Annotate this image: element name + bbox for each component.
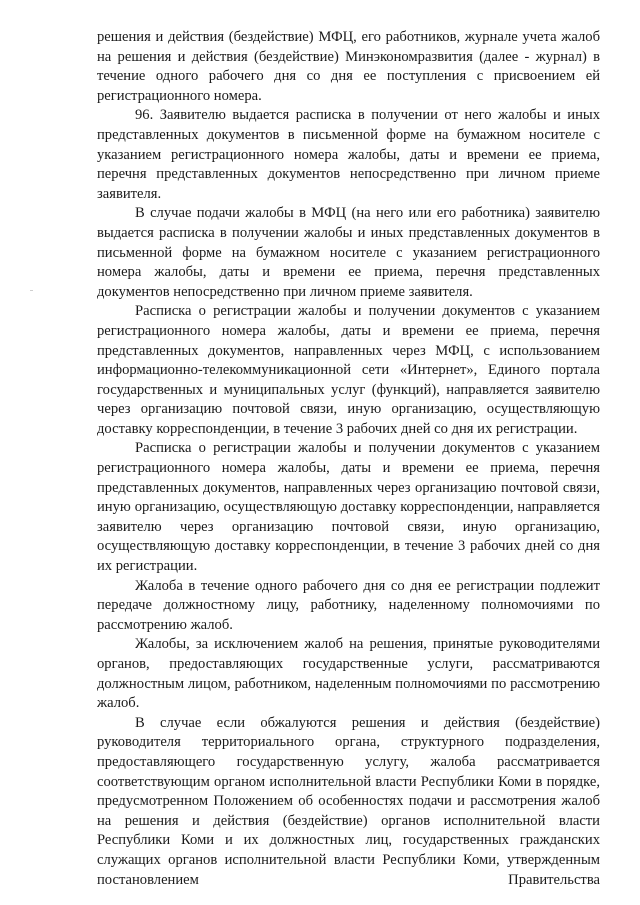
paragraph-96: 96. Заявителю выдается расписка в получении от него жалобы и иных представленных документов в письменной форме на бумажном носителе с указанием регистрационного номера жалобы, даты и времени ее приема, перечня представленных документов непосредственно при личном приеме заявителя. <box>97 107 600 202</box>
paragraph-mfc-complaint: В случае подачи жалобы в МФЦ (на него или его работника) заявителю выдается расписка в получении жалобы и иных представленных документов в письменной форме на бумажном носителе с указанием регистрационного номера жалобы, даты и времени ее приема, перечня представленных документов непосредственно при личном приеме заявителя. <box>97 205 600 300</box>
paragraph-review: Жалобы, за исключением жалоб на решения, принятые руководителями органов, предоставляющих государственные услуги, рассматриваются должностным лицом, работником, наделенным полномочиями по рассмотрению жалоб. <box>97 636 600 712</box>
paragraph-receipt-mfc: Расписка о регистрации жалобы и получении документов с указанием регистрационного номера жалобы, даты и времени ее приема, перечня представленных документов, направленных через МФЦ, с использованием информационно-телекоммуникационной сети «Интернет», Единого портала государственных и муниципальных услуг (функций), направляется заявителю через организацию почтовой связи, иную организацию, осуществляющую доставку корреспонденции, в течение 3 рабочих дней со дня их регистрации. <box>97 303 600 437</box>
paragraph-transfer: Жалоба в течение одного рабочего дня со дня ее регистрации подлежит передаче должностному лицу, работнику, наделенному полномочиями по рассмотрению жалоб. <box>97 577 600 633</box>
margin-mark <box>30 290 33 291</box>
paragraph-receipt-post: Расписка о регистрации жалобы и получении документов с указанием регистрационного номера жалобы, даты и времени ее приема, перечня представленных документов, направленных через организацию почтовой связи, иную организацию, осуществляющую доставку корреспонденции, направляется заявителю через организацию почтовой связи, иную организацию, осуществляющую доставку корреспонденции, в течение 3 рабочих дней со дня их регистрации. <box>97 440 600 575</box>
paragraph-appeal-territorial: В случае если обжалуются решения и действия (бездействие) руководителя территориального органа, структурного подразделения, предоставляющего государственную услугу, жалоба рассматривается соответствующим органом исполнительной власти Республики Коми в порядке, предусмотренном Положением об особенностях подачи и рассмотрения жалоб на решения и действия (бездействие) органов исполнительной власти Республики Коми и их должностных лиц, государственных гражданских служащих органов исполнительной власти Республики Коми, утвержденным постановлением Правительства <box>97 714 600 888</box>
paragraph-continuation: решения и действия (бездействие) МФЦ, его работников, журнале учета жалоб на решения и действия (бездействие) Минэкономразвития (далее - журнал) в течение одного рабочего дня со дня ее поступления с присвоением ей регистрационного номера. <box>97 29 600 104</box>
